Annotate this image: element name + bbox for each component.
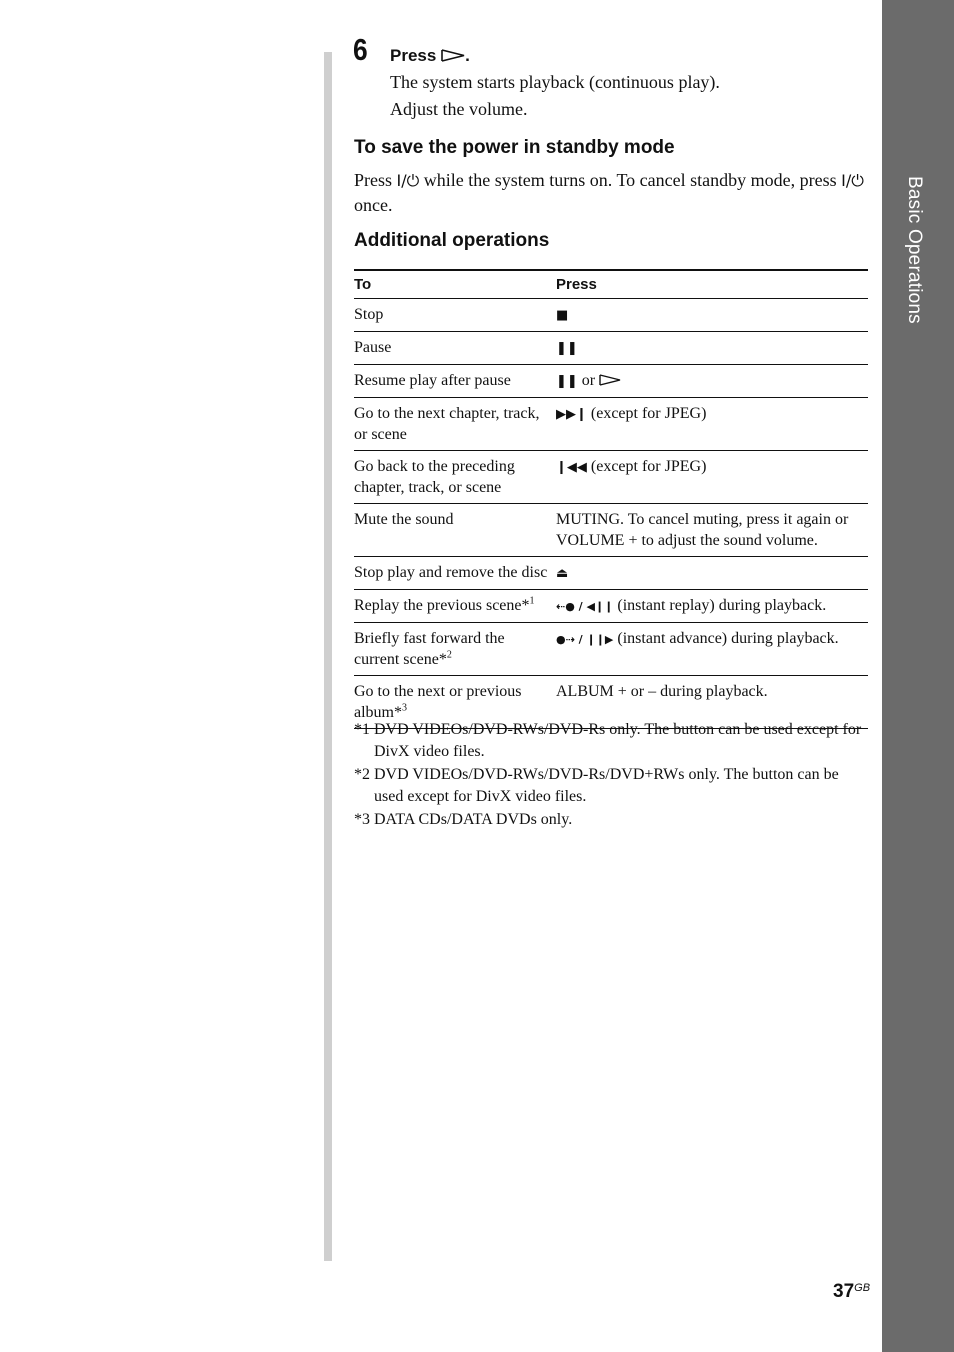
power-icon: I/⏻ <box>396 171 420 190</box>
row-to-text: Replay the previous scene* <box>354 597 530 614</box>
footnote-mark: *2 <box>354 766 370 783</box>
footnote-text: DATA CDs/DATA DVDs only. <box>374 811 573 828</box>
row-press-text: or <box>577 372 600 389</box>
footnote-ref: 3 <box>402 702 407 714</box>
table-row <box>354 299 868 332</box>
row-press <box>556 398 868 451</box>
footnote <box>354 764 870 808</box>
step-instruction-prefix: Press <box>390 46 437 65</box>
row-to: Resume play after pause <box>354 365 556 398</box>
row-press <box>556 299 868 332</box>
step-line-2: Adjust the volume. <box>390 99 528 119</box>
next-icon: ▶▶❙ <box>556 407 587 422</box>
side-tab-label: Basic Operations <box>904 176 925 324</box>
pause-icon: ❚❚ <box>556 374 578 389</box>
row-press <box>556 623 868 676</box>
row-to: Pause <box>354 332 556 365</box>
row-press <box>556 332 868 365</box>
page-suffix: GB <box>854 1282 871 1294</box>
footnotes <box>354 719 870 832</box>
power-icon: I/⏻ <box>841 171 864 190</box>
table-row <box>354 557 868 590</box>
table-row <box>354 504 868 557</box>
row-press <box>556 557 868 590</box>
row-press <box>556 451 868 504</box>
table-row <box>354 365 868 398</box>
margin-rule <box>324 52 332 1261</box>
table-row <box>354 623 868 676</box>
footnote-text: DVD VIDEOs/DVD-RWs/DVD-Rs/DVD+RWs only. The button can be used except for DivX video files. <box>374 766 839 805</box>
stop-icon: ■ <box>556 308 569 323</box>
play-icon <box>441 49 465 62</box>
step-instruction <box>390 46 470 66</box>
additional-heading: Additional operations <box>354 230 550 251</box>
standby-text-2: while the system turns on. To cancel standby mode, press <box>419 170 842 190</box>
header-press: Press <box>556 270 868 299</box>
page-number <box>833 1281 870 1303</box>
standby-text-3: once. <box>354 195 393 215</box>
footnote <box>354 809 870 831</box>
footnote-text: DVD VIDEOs/DVD-RWs/DVD-Rs only. The button can be used except for DivX video files. <box>374 721 862 760</box>
row-to: Stop <box>354 299 556 332</box>
row-to-text: Briefly fast forward the current scene* <box>354 630 505 668</box>
table-row <box>354 398 868 451</box>
row-press: MUTING. To cancel muting, press it again or VOLUME + to adjust the sound volume. <box>556 504 868 557</box>
play-icon <box>599 374 621 386</box>
page-number-value: 37 <box>833 1281 855 1302</box>
row-to: Go back to the preceding chapter, track, or scene <box>354 451 556 504</box>
standby-paragraph <box>354 168 870 217</box>
standby-heading: To save the power in standby mode <box>354 137 675 158</box>
footnote-mark: *1 <box>354 721 370 738</box>
row-press <box>556 590 868 623</box>
row-press-text: (except for JPEG) <box>586 405 707 422</box>
previous-icon: ❙◀◀ <box>556 460 587 475</box>
row-to-text: Go to the next or previous album* <box>354 683 522 721</box>
operations-table <box>354 269 868 729</box>
row-to: Mute the sound <box>354 504 556 557</box>
instant-replay-icon: ⇠● / ◀❙❙ <box>556 600 614 613</box>
step-line-1: The system starts playback (continuous play). <box>390 72 720 92</box>
row-press <box>556 365 868 398</box>
row-press-text: (instant replay) during playback. <box>613 597 827 614</box>
row-press-text: (except for JPEG) <box>586 458 707 475</box>
row-to: Stop play and remove the disc <box>354 557 556 590</box>
row-to <box>354 590 556 623</box>
footnote-mark: *3 <box>354 811 370 828</box>
footnote-ref: 1 <box>529 595 535 607</box>
step-instruction-suffix: . <box>465 46 470 65</box>
table-row <box>354 332 868 365</box>
footnote-ref: 2 <box>446 649 452 661</box>
header-to: To <box>354 270 556 299</box>
row-to <box>354 623 556 676</box>
table-row <box>354 451 868 504</box>
row-to: Go to the next chapter, track, or scene <box>354 398 556 451</box>
instant-advance-icon: ●⇢ / ❙❙▶ <box>556 633 614 646</box>
row-press: ALBUM + or – during playback. <box>556 676 868 729</box>
footnote <box>354 719 870 763</box>
table-row <box>354 590 868 623</box>
row-press-text: (instant advance) during playback. <box>613 630 839 647</box>
standby-text-1: Press <box>354 170 397 190</box>
pause-icon: ❚❚ <box>556 341 578 356</box>
table-header-row <box>354 270 868 299</box>
step-number: 6 <box>353 32 368 67</box>
eject-icon: ⏏ <box>556 566 569 581</box>
